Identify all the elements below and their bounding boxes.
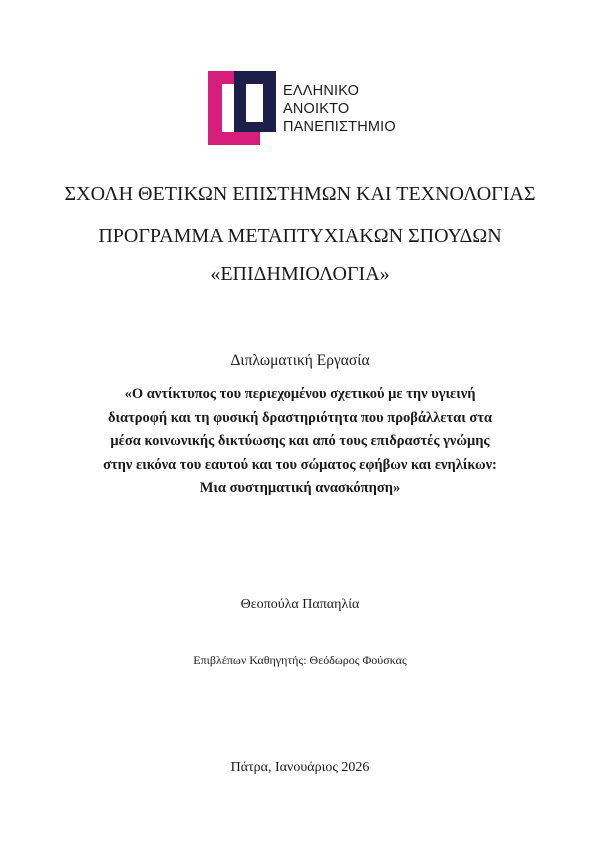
thesis-title-line-3: μέσα κοινωνικής δικτύωσης και από τους επιδραστές γνώμης xyxy=(110,433,490,450)
specialty-name: «ΕΠΙΔΗΜΙΟΛΟΓΙΑ» xyxy=(210,263,390,285)
eap-logo-mark-icon xyxy=(208,71,276,145)
place-date: Πάτρα, Ιανουάριος 2026 xyxy=(230,760,370,775)
logo-line-2: ΑΝΟΙΚΤΟ xyxy=(283,101,350,117)
supervisor: Επιβλέπων Καθηγητής: Θεόδωρος Φούσκας xyxy=(193,653,407,667)
thesis-title-line-5: Μια συστηματική ανασκόπηση» xyxy=(199,480,401,497)
document-type: Διπλωματική Εργασία xyxy=(230,352,370,369)
school-name: ΣΧΟΛΗ ΘΕΤΙΚΩΝ ΕΠΙΣΤΗΜΩΝ ΚΑΙ ΤΕΧΝΟΛΟΓΙΑΣ xyxy=(64,183,536,205)
thesis-title-line-4: στην εικόνα του εαυτού και του σώματος εφήβων και ενηλίκων: xyxy=(103,456,497,473)
author-name: Θεοπούλα Παπαηλία xyxy=(240,597,360,612)
logo-wordmark xyxy=(283,82,396,136)
logo-line-1: ΕΛΛΗΝΙΚΟ xyxy=(283,83,360,99)
logo-navy-inner xyxy=(234,84,246,122)
logo-navy-bottom xyxy=(234,122,276,132)
thesis-title-line-1: «Ο αντίκτυπος του περιεχομένου σχετικού με την υγιεινή xyxy=(124,386,476,402)
program-name: ΠΡΟΓΡΑΜΜΑ ΜΕΤΑΠΤΥΧΙΑΚΩΝ ΣΠΟΥΔΩΝ xyxy=(98,225,502,247)
thesis-title xyxy=(60,383,540,501)
thesis-title-line-2: διατροφή και τη φυσική δραστηριότητα που προβάλλεται στα xyxy=(107,409,492,426)
university-logo xyxy=(208,71,408,145)
logo-line-3: ΠΑΝΕΠΙΣΤΗΜΙΟ xyxy=(283,119,396,135)
